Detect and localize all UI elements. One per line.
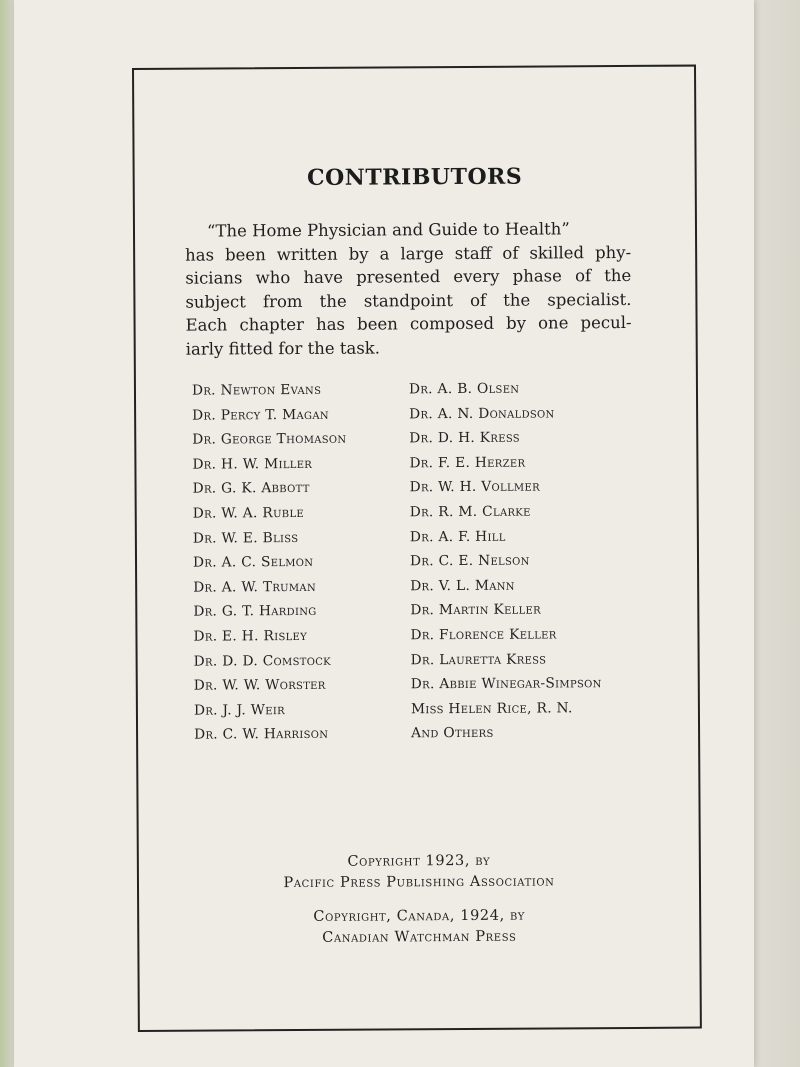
contributor-name: Dr. A. N. Donaldson xyxy=(409,405,555,422)
contributor-name: Dr. R. M. Clarke xyxy=(409,503,531,521)
contributor-name: Dr. V. L. Mann xyxy=(410,577,515,595)
contributors-left-column xyxy=(192,378,348,748)
copyright-line: Copyright, Canada, 1924, by xyxy=(313,907,525,925)
intro-paragraph xyxy=(185,217,632,361)
contributor-name: Dr. W. W. Worster xyxy=(193,676,326,694)
contributor-name: Miss Helen Rice, R. N. xyxy=(410,700,573,718)
page-title: CONTRIBUTORS xyxy=(306,163,523,191)
copyright-line: Pacific Press Publishing Association xyxy=(283,873,555,892)
copyright-line: Copyright 1923, by xyxy=(347,852,491,870)
contributor-name: Dr. F. E. Herzer xyxy=(409,454,526,472)
contributor-name: Dr. A. W. Truman xyxy=(193,578,317,596)
contributor-name: Dr. Abbie Winegar-Simpson xyxy=(410,675,602,693)
contributor-name: Dr. Martin Keller xyxy=(410,601,542,619)
intro-line: sicians who have presented every phase of the xyxy=(185,266,632,288)
contributor-name: Dr. J. J. Weir xyxy=(193,701,285,719)
contributors-right-column xyxy=(409,376,602,746)
contributor-name: Dr. C. E. Nelson xyxy=(409,552,530,570)
contributor-name: Dr. G. K. Abbott xyxy=(192,480,310,498)
contributor-name: Dr. George Thomason xyxy=(192,430,347,448)
contributor-name: Dr. W. H. Vollmer xyxy=(409,478,540,496)
contributor-name: Dr. D. D. Comstock xyxy=(193,652,331,670)
contributor-name: Dr. C. W. Harrison xyxy=(194,726,329,743)
contributor-name: Dr. W. E. Bliss xyxy=(192,529,299,547)
intro-line: iarly fitted for the task. xyxy=(185,338,381,359)
page-border-frame xyxy=(132,65,702,1032)
intro-line: has been written by a large staff of skilled phy- xyxy=(185,242,632,265)
copyright-notice-canada xyxy=(139,905,699,950)
contributor-name: Dr. Newton Evans xyxy=(191,381,322,399)
contributor-name: Dr. W. A. Ruble xyxy=(192,504,305,522)
book-page xyxy=(14,0,754,1067)
contributor-name: Dr. Lauretta Kress xyxy=(410,651,547,668)
contributor-name: Dr. D. H. Kress xyxy=(409,429,520,447)
intro-line: Each chapter has been composed by one pecul- xyxy=(185,313,632,336)
intro-line: subject from the standpoint of the specialist. xyxy=(185,289,632,312)
intro-line: “The Home Physician and Guide to Health” xyxy=(206,219,570,241)
contributor-name: Dr. A. C. Selmon xyxy=(192,554,314,571)
contributor-name: Dr. Florence Keller xyxy=(410,626,557,644)
contributor-name: Dr. Percy T. Magan xyxy=(192,406,329,424)
contributor-name: Dr. A. F. Hill xyxy=(409,528,506,545)
copyright-line: Canadian Watchman Press xyxy=(322,928,517,946)
contributor-name: And Others xyxy=(411,725,494,742)
contributor-name: Dr. H. W. Miller xyxy=(192,455,313,473)
contributor-name: Dr. G. T. Harding xyxy=(193,603,317,620)
contributor-name: Dr. E. H. Risley xyxy=(193,627,308,645)
copyright-notice-us xyxy=(139,850,699,895)
contributor-name: Dr. A. B. Olsen xyxy=(408,380,520,398)
